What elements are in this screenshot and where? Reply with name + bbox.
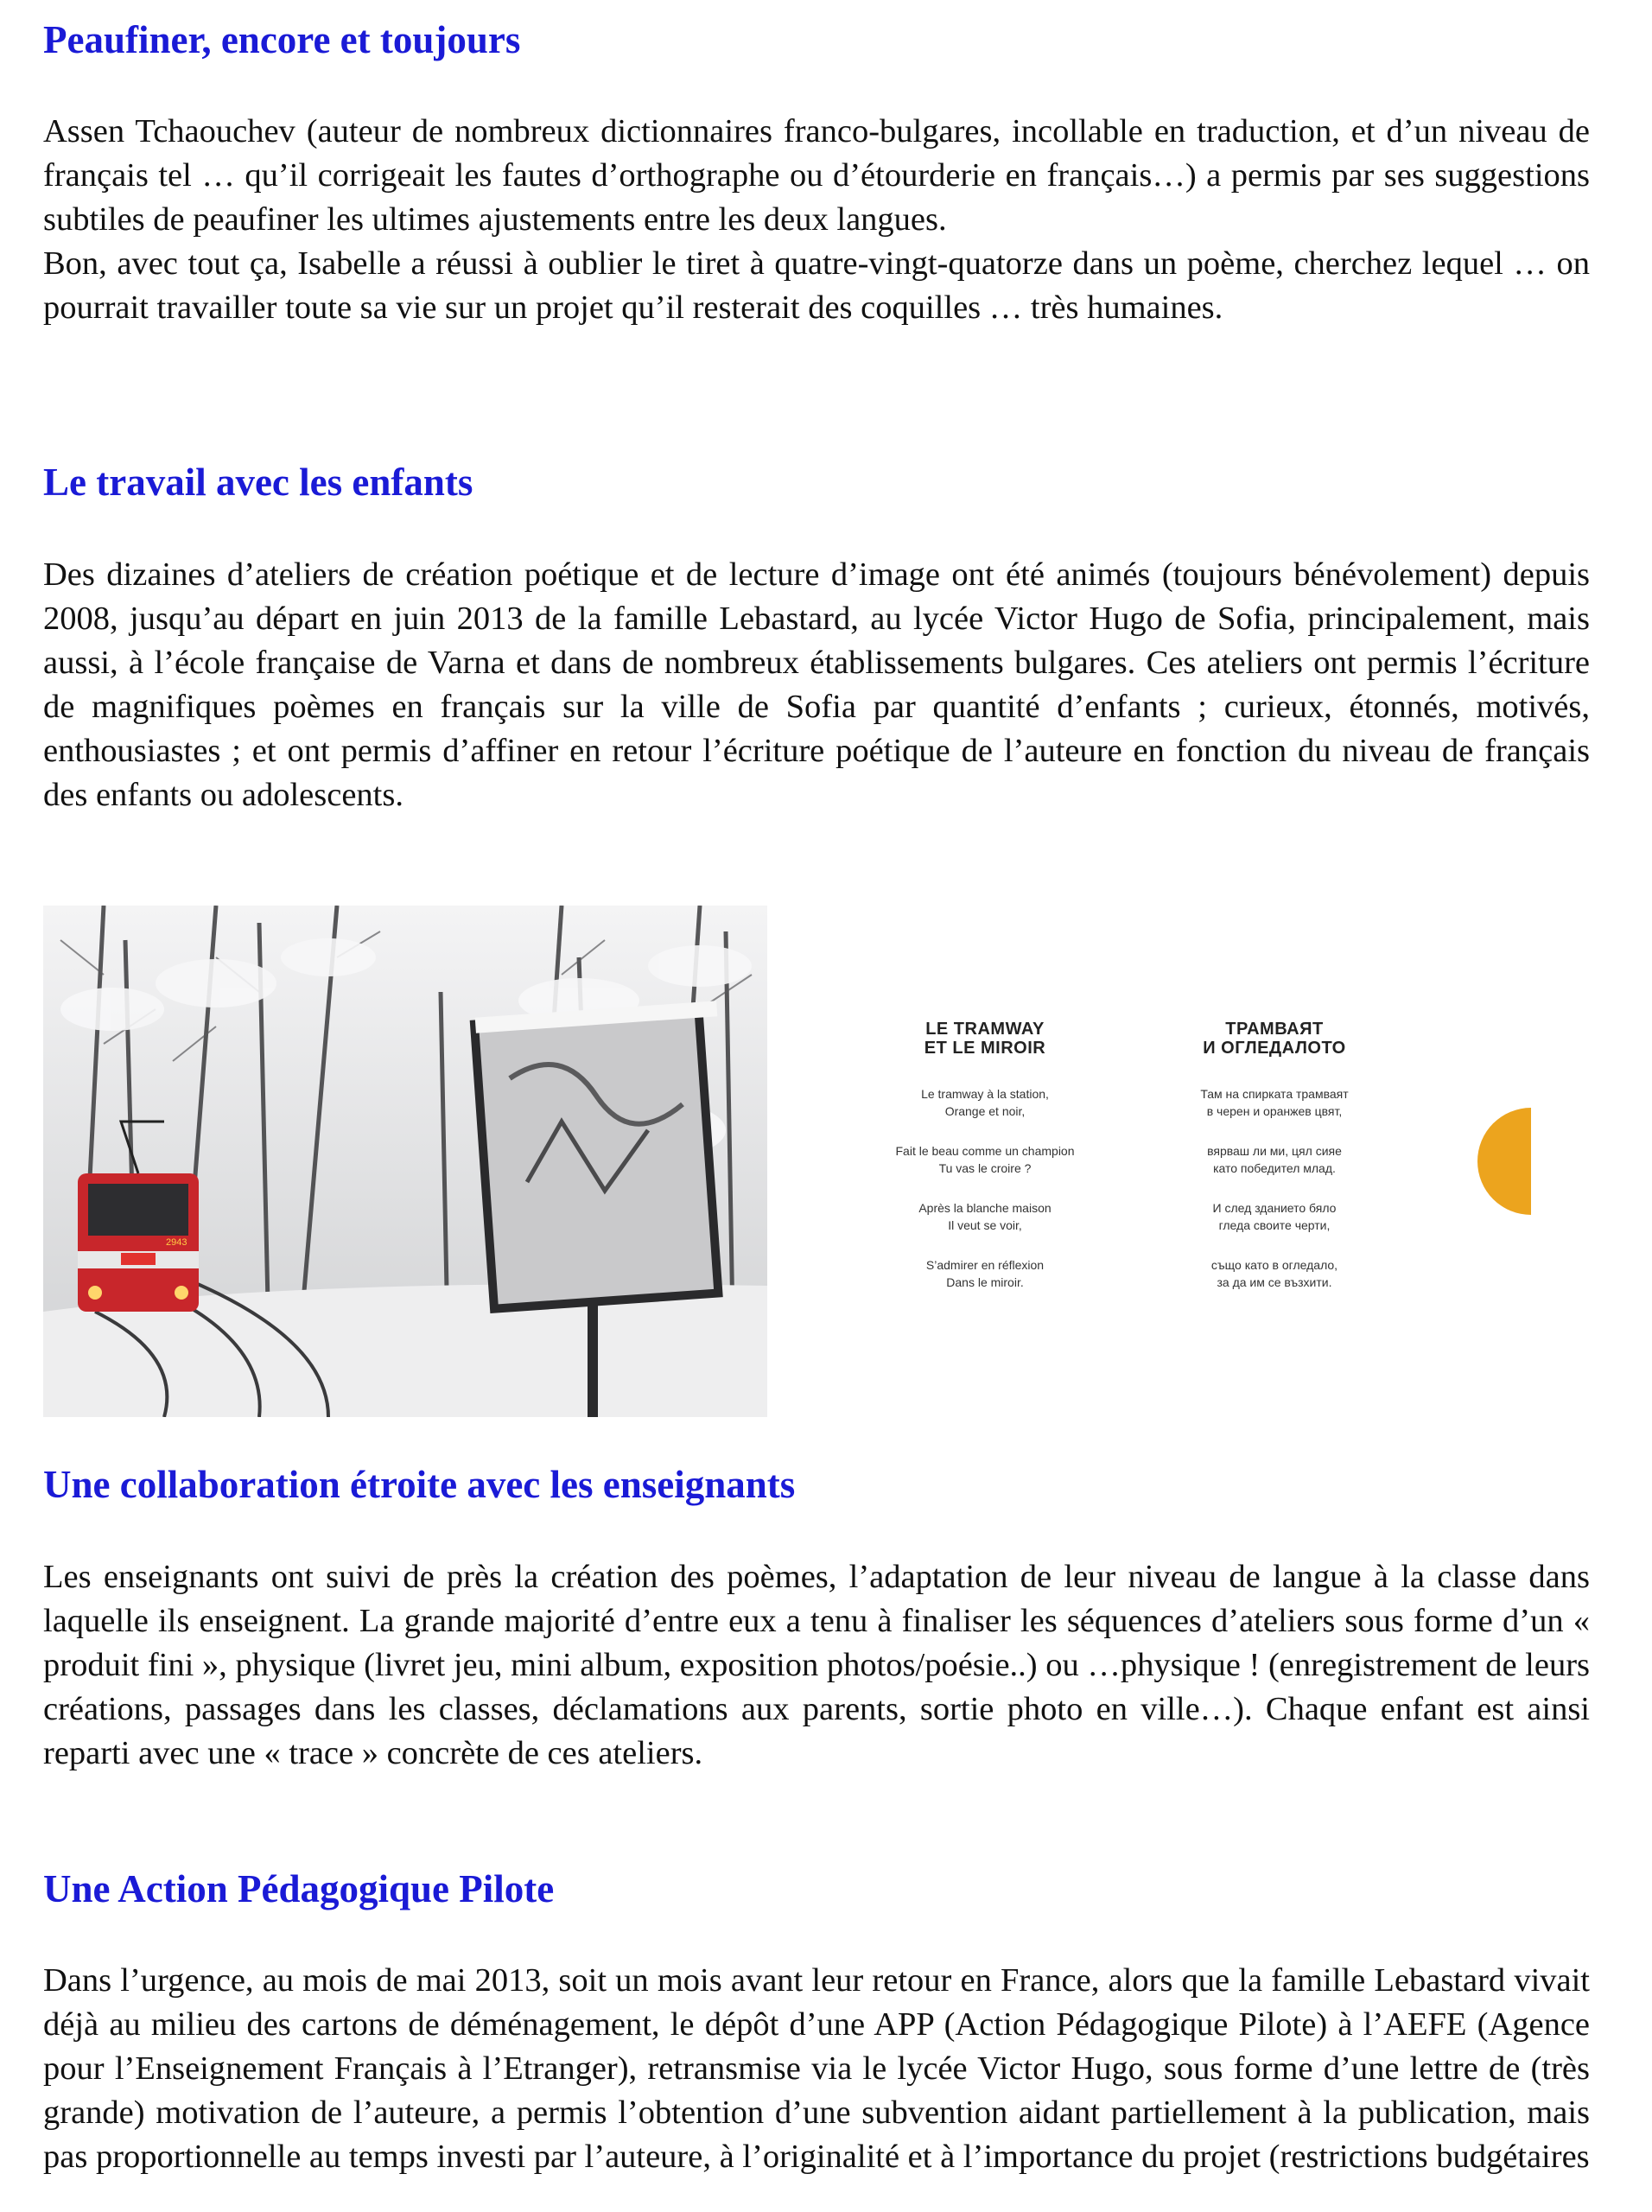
paragraph: Bon, avec tout ça, Isabelle a réussi à oublier le tiret à quatre-vingt-quatorze dans un poème, cherchez lequel … on pourrait travailler toute sa vie sur un projet qu’il resterait des coquilles … très humaines. [43,245,1590,326]
poem-bulgarian [1145,1020,1404,1313]
stanza: Le tramway à la station, Orange et noir, [921,1087,1049,1118]
section-app-body [43,1959,1590,2179]
section-collaboration-body [43,1555,1590,1776]
heading-collaboration: Une collaboration étroite avec les enseignants [43,1463,796,1506]
stanza: вярваш ли ми, цял сияе като победител млад. [1207,1144,1342,1175]
stanza: също като в огледало, за да им се възхити. [1210,1258,1338,1289]
poem-title-fr: LE TRAMWAY ET LE MIROIR [924,1020,1046,1058]
stanza: Там на спирката трамваят в черен и оранжев цвят, [1200,1087,1349,1118]
heading-peaufiner: Peaufiner, encore et toujours [43,18,521,61]
paragraph: Les enseignants ont suivi de près la création des poèmes, l’adaptation de leur niveau de langue à la classe dans laquelle ils enseignent. La grande majorité d’entre eux a tenu à finaliser les séquences d’ateliers sous forme d’un « produit fini », physique (livret jeu, mini album, exposition photos/poésie..) ou …physique ! (enregistrement de leurs créations, passages dans les classes, déclamations aux parents, sortie photo en ville…). Chaque enfant est ainsi reparti avec une « trace » concrète de ces ateliers. [43,1559,1590,1771]
poem-title-bg: ТРАМВАЯТ И ОГЛЕДАЛОТО [1203,1020,1346,1058]
section-travail-body [43,553,1590,817]
stanza: Après la blanche maison Il veut se voir, [918,1201,1052,1232]
tram-mirror-photo [43,906,767,1417]
snow-forest-illustration [43,906,767,1417]
heading-app: Une Action Pédagogique Pilote [43,1867,555,1910]
stanza: И след зданието бяло гледа своите черти, [1212,1201,1337,1232]
heading-travail-enfants: Le travail avec les enfants [43,461,473,504]
stanza: Fait le beau comme un champion Tu vas le croire ? [895,1144,1075,1175]
paragraph: Dans l’urgence, au mois de mai 2013, soit un mois avant leur retour en France, alors que la famille Lebastard vivait déjà au milieu des cartons de déménagement, le dépôt d’une APP (Action Pédagogique Pilote) à l’AEFE (Agence pour l’Enseignement Français à l’Etranger), retransmise via le lycée Victor Hugo, sous forme d’une lettre de (très grande) motivation de l’auteure, a permis l’obtention d’une subvention aidant partiellement à la publication, mais pas proportionnelle au temps investi par l’auteure, à l’originalité et à l’importance du projet (restrictions budgétaires [43,1962,1590,2175]
poem-spread [855,1020,1590,1313]
page-number: 21 [1455,1147,1474,1169]
paragraph: Des dizaines d’ateliers de création poétique et de lecture d’image ont été animés (toujours bénévolement) depuis 2008, jusqu’au départ en juin 2013 de la famille Lebastard, au lycée Victor Hugo de Sofia, principalement, mais aussi, à l’école française de Varna et dans de nombreux établissements bulgares. Ces ateliers ont permis l’écriture de magnifiques poèmes en français sur la ville de Sofia par quantité d’enfants ; curieux, étonnés, motivés, enthousiastes ; et ont permis d’affiner en retour l’écriture poétique de l’auteure en fonction du niveau de français des enfants ou adolescents. [43,556,1590,813]
paragraph: Assen Tchaouchev (auteur de nombreux dictionnaires franco-bulgares, incollable en traduction, et d’un niveau de français tel … qu’il corrigeait les fautes d’orthographe ou d’étourderie en français…) a permis par ses suggestions subtiles de peaufiner les ultimes ajustements entre les deux langues. [43,113,1590,238]
stanza: S’admirer en réflexion Dans le miroir. [925,1258,1045,1289]
tram-plate-label: 2943 [166,1237,187,1248]
section-peaufiner-body [43,110,1590,330]
poem-french [855,1020,1115,1313]
